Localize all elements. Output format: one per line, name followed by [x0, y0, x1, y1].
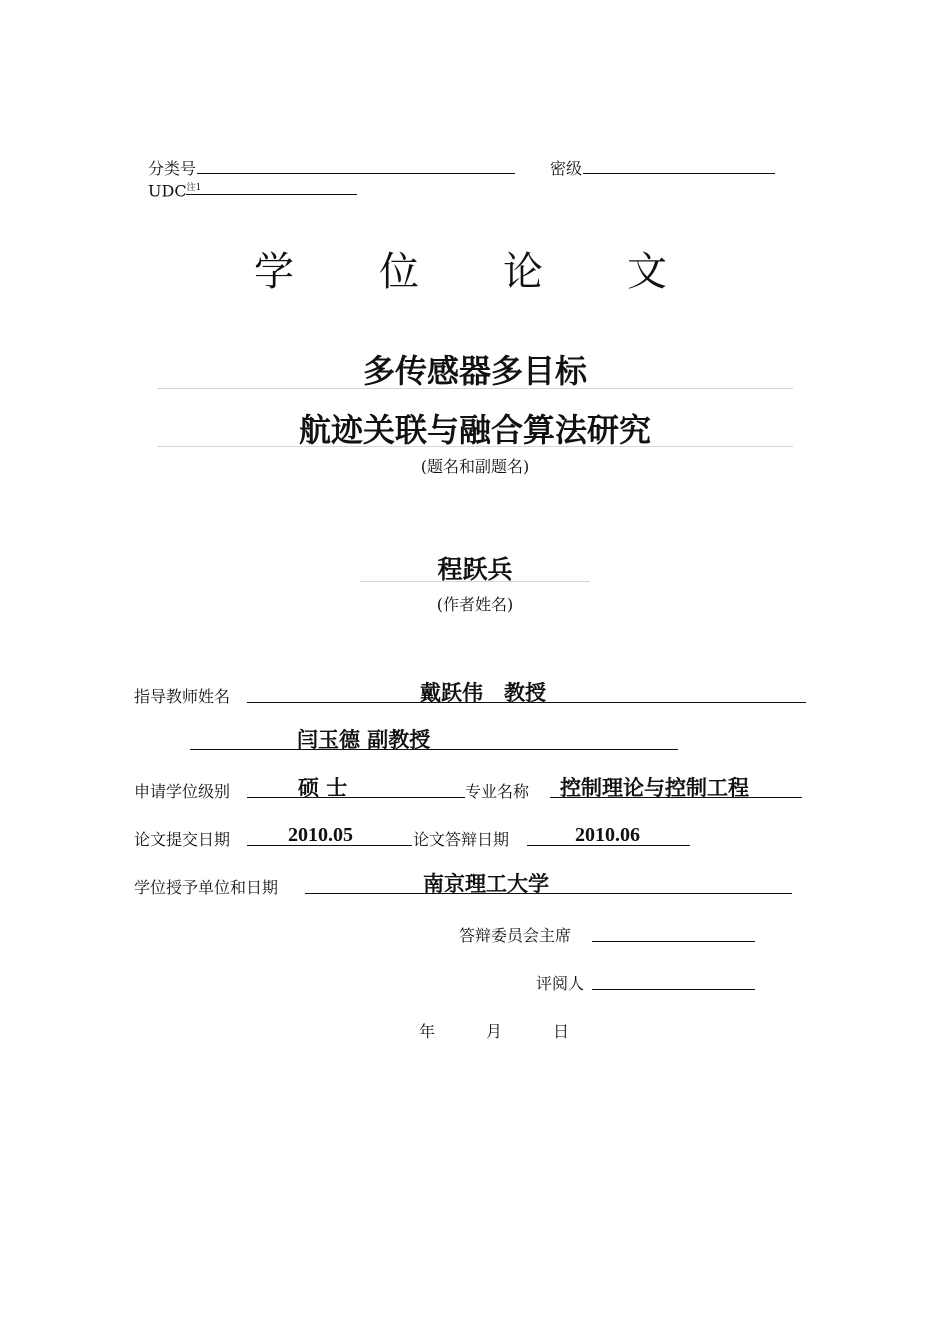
udc-blank[interactable] [186, 194, 357, 195]
supervisor-label: 指导教师姓名 [134, 687, 231, 706]
author-divider [360, 581, 590, 582]
major-value: 控制理论与控制工程 [560, 775, 749, 800]
title-divider-1 [157, 388, 793, 389]
date-day: 日 [553, 1022, 570, 1041]
supervisor-2-blank[interactable] [190, 749, 678, 750]
major-label: 专业名称 [465, 782, 530, 801]
title-caption: (题名和副题名) [420, 457, 530, 476]
defense-date-label: 论文答辩日期 [413, 830, 510, 849]
chair-blank[interactable] [592, 941, 755, 942]
classification-blank[interactable] [197, 173, 515, 174]
reviewer-blank[interactable] [592, 989, 755, 990]
heading-char-1: 学 [254, 249, 294, 295]
submit-date-value: 2010.05 [288, 824, 353, 846]
heading-char-2: 位 [379, 249, 419, 295]
author-name: 程跃兵 [437, 555, 513, 584]
supervisor-1-value: 戴跃伟 教授 [420, 680, 546, 705]
unit-value: 南京理工大学 [423, 871, 549, 896]
udc-label [148, 180, 201, 200]
reviewer-label: 评阅人 [536, 974, 585, 993]
defense-date-value: 2010.06 [575, 824, 640, 846]
security-label: 密级 [550, 159, 583, 178]
unit-label: 学位授予单位和日期 [134, 878, 279, 897]
chair-label: 答辩委员会主席 [459, 926, 572, 945]
author-caption: (作者姓名) [436, 595, 514, 614]
heading-char-3: 论 [503, 249, 543, 295]
submit-date-label: 论文提交日期 [134, 830, 231, 849]
degree-blank[interactable] [247, 797, 465, 798]
title-line-1: 多传感器多目标 [362, 352, 587, 390]
classification-label: 分类号 [148, 159, 197, 178]
udc-text: UDC [148, 181, 187, 201]
heading-char-4: 文 [627, 249, 667, 295]
supervisor-2-value: 闫玉德 副教授 [297, 727, 431, 752]
udc-note: 注1 [186, 183, 202, 193]
title-line-2: 航迹关联与融合算法研究 [298, 411, 651, 449]
title-divider-2 [157, 446, 793, 447]
security-blank[interactable] [583, 173, 775, 174]
date-year: 年 [419, 1022, 436, 1041]
date-month: 月 [486, 1022, 503, 1041]
degree-value: 硕 士 [298, 775, 348, 800]
degree-label: 申请学位级别 [134, 782, 231, 801]
